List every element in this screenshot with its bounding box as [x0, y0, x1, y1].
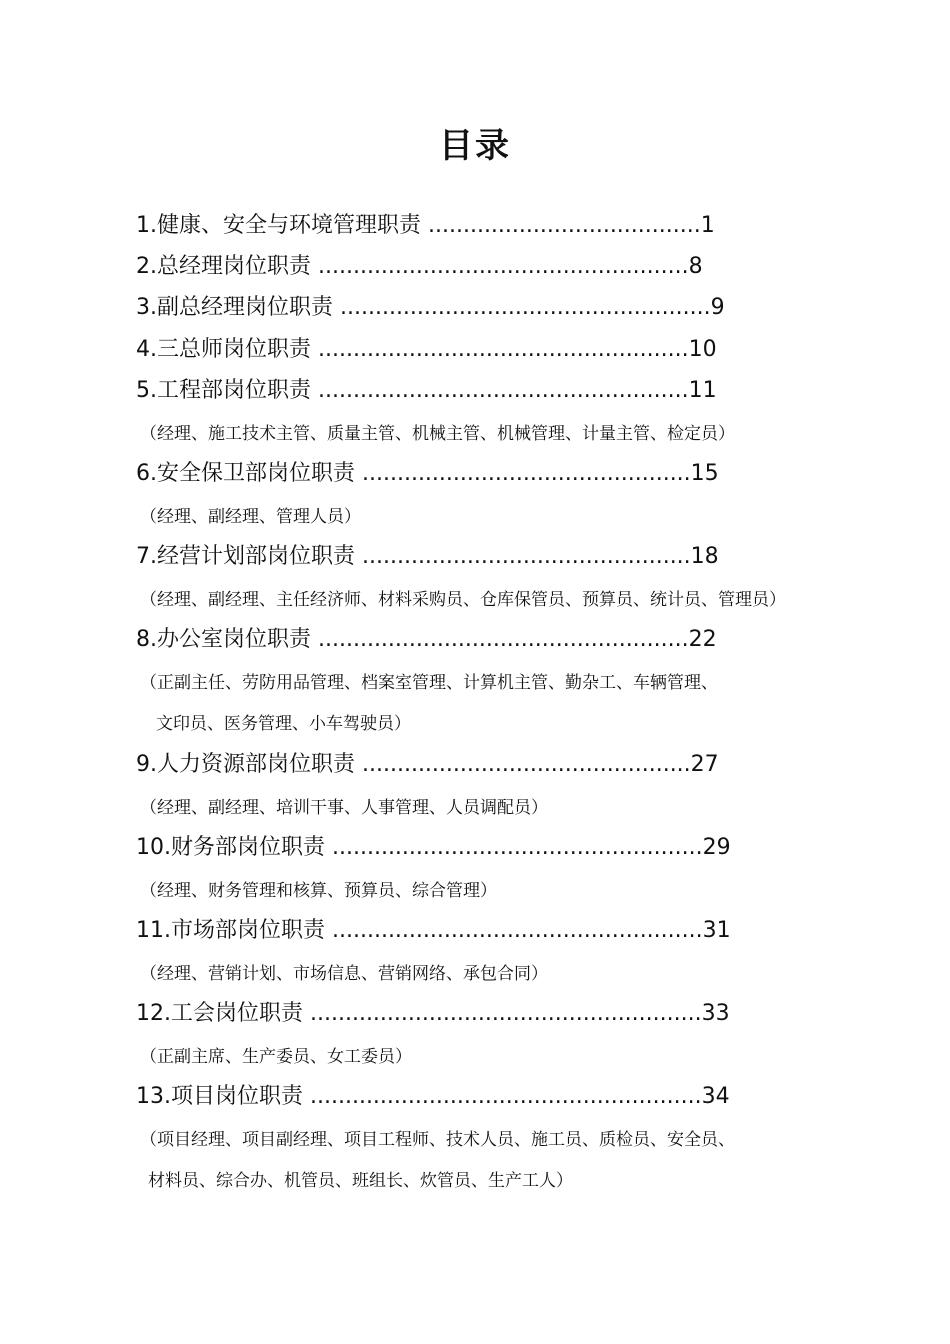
toc-entry-9[interactable]: [136, 750, 719, 780]
toc-entry-7[interactable]: [136, 542, 719, 572]
toc-entry-leader: ...............................................: [355, 544, 691, 569]
toc-entry-subroles: （正副主任、劳防用品管理、档案室管理、计算机主管、勤杂工、车辆管理、: [140, 673, 718, 693]
page-title: 目录: [439, 126, 511, 166]
toc-entry-leader: .....................................................: [311, 378, 689, 403]
toc-entry-8[interactable]: [136, 625, 717, 655]
toc-entry-page: 15: [690, 461, 719, 486]
toc-entry-leader: ........................................................: [303, 1001, 702, 1026]
toc-entry-4[interactable]: [136, 335, 717, 365]
toc-entry-6[interactable]: [136, 459, 719, 489]
toc-entry-label: 11.市场部岗位职责: [136, 918, 325, 943]
toc-entry-1[interactable]: [136, 211, 715, 241]
toc-entry-label: 6.安全保卫部岗位职责: [136, 461, 355, 486]
toc-entry-page: 18: [690, 544, 719, 569]
toc-entry-leader: .....................................................: [311, 254, 689, 279]
toc-entry-label: 13.项目岗位职责: [136, 1084, 303, 1109]
toc-entry-subroles: （经理、副经理、管理人员）: [140, 507, 361, 527]
toc-entry-subroles: （项目经理、项目副经理、项目工程师、技术人员、施工员、质检员、安全员、: [140, 1130, 735, 1150]
toc-entry-12[interactable]: [136, 999, 730, 1029]
toc-entry-leader: ...............................................: [355, 752, 691, 777]
toc-entry-page: 33: [701, 1001, 730, 1026]
toc-entry-subroles: 文印员、医务管理、小车驾驶员）: [156, 714, 411, 734]
toc-entry-page: 29: [702, 835, 731, 860]
toc-entry-page: 1: [700, 213, 715, 238]
toc-entry-subroles: （经理、施工技术主管、质量主管、机械主管、机械管理、计量主管、检定员）: [140, 424, 735, 444]
toc-entry-label: 3.副总经理岗位职责: [136, 295, 333, 320]
toc-entry-page: 10: [688, 337, 717, 362]
toc-entry-leader: ...............................................: [355, 461, 691, 486]
toc-entry-label: 8.办公室岗位职责: [136, 627, 311, 652]
toc-entry-10[interactable]: [136, 833, 731, 863]
toc-entry-page: 22: [688, 627, 717, 652]
toc-entry-page: 11: [688, 378, 717, 403]
toc-entry-subroles: 材料员、综合办、机管员、班组长、炊管员、生产工人）: [148, 1171, 573, 1191]
toc-entry-label: 7.经营计划部岗位职责: [136, 544, 355, 569]
toc-entry-subroles: （正副主席、生产委员、女工委员）: [140, 1047, 412, 1067]
toc-entry-page: 9: [710, 295, 725, 320]
toc-entry-leader: .....................................................: [311, 337, 689, 362]
toc-entry-label: 5.工程部岗位职责: [136, 378, 311, 403]
toc-entry-subroles: （经理、副经理、主任经济师、材料采购员、仓库保管员、预算员、统计员、管理员）: [140, 590, 786, 610]
toc-entry-page: 8: [688, 254, 703, 279]
toc-entry-2[interactable]: [136, 252, 703, 282]
toc-entry-5[interactable]: [136, 376, 717, 406]
toc-entry-label: 1.健康、安全与环境管理职责: [136, 213, 421, 238]
toc-entry-leader: .......................................: [421, 213, 701, 238]
toc-entry-11[interactable]: [136, 916, 731, 946]
toc-entry-label: 10.财务部岗位职责: [136, 835, 325, 860]
toc-entry-label: 9.人力资源部岗位职责: [136, 752, 355, 777]
toc-entry-3[interactable]: [136, 293, 725, 323]
toc-entry-subroles: （经理、副经理、培训干事、人事管理、人员调配员）: [140, 798, 548, 818]
toc-entry-leader: ........................................................: [303, 1084, 702, 1109]
toc-entry-subroles: （经理、营销计划、市场信息、营销网络、承包合同）: [140, 964, 548, 984]
toc-entry-page: 34: [701, 1084, 730, 1109]
toc-entry-page: 27: [690, 752, 719, 777]
toc-entry-label: 12.工会岗位职责: [136, 1001, 303, 1026]
toc-entry-leader: .....................................................: [325, 835, 703, 860]
toc-entry-label: 4.三总师岗位职责: [136, 337, 311, 362]
toc-entry-13[interactable]: [136, 1082, 730, 1112]
toc-entry-page: 31: [702, 918, 731, 943]
toc-entry-leader: .....................................................: [311, 627, 689, 652]
toc-entry-leader: .....................................................: [333, 295, 711, 320]
toc-entry-subroles: （经理、财务管理和核算、预算员、综合管理）: [140, 881, 497, 901]
toc-entry-leader: .....................................................: [325, 918, 703, 943]
toc-entry-label: 2.总经理岗位职责: [136, 254, 311, 279]
